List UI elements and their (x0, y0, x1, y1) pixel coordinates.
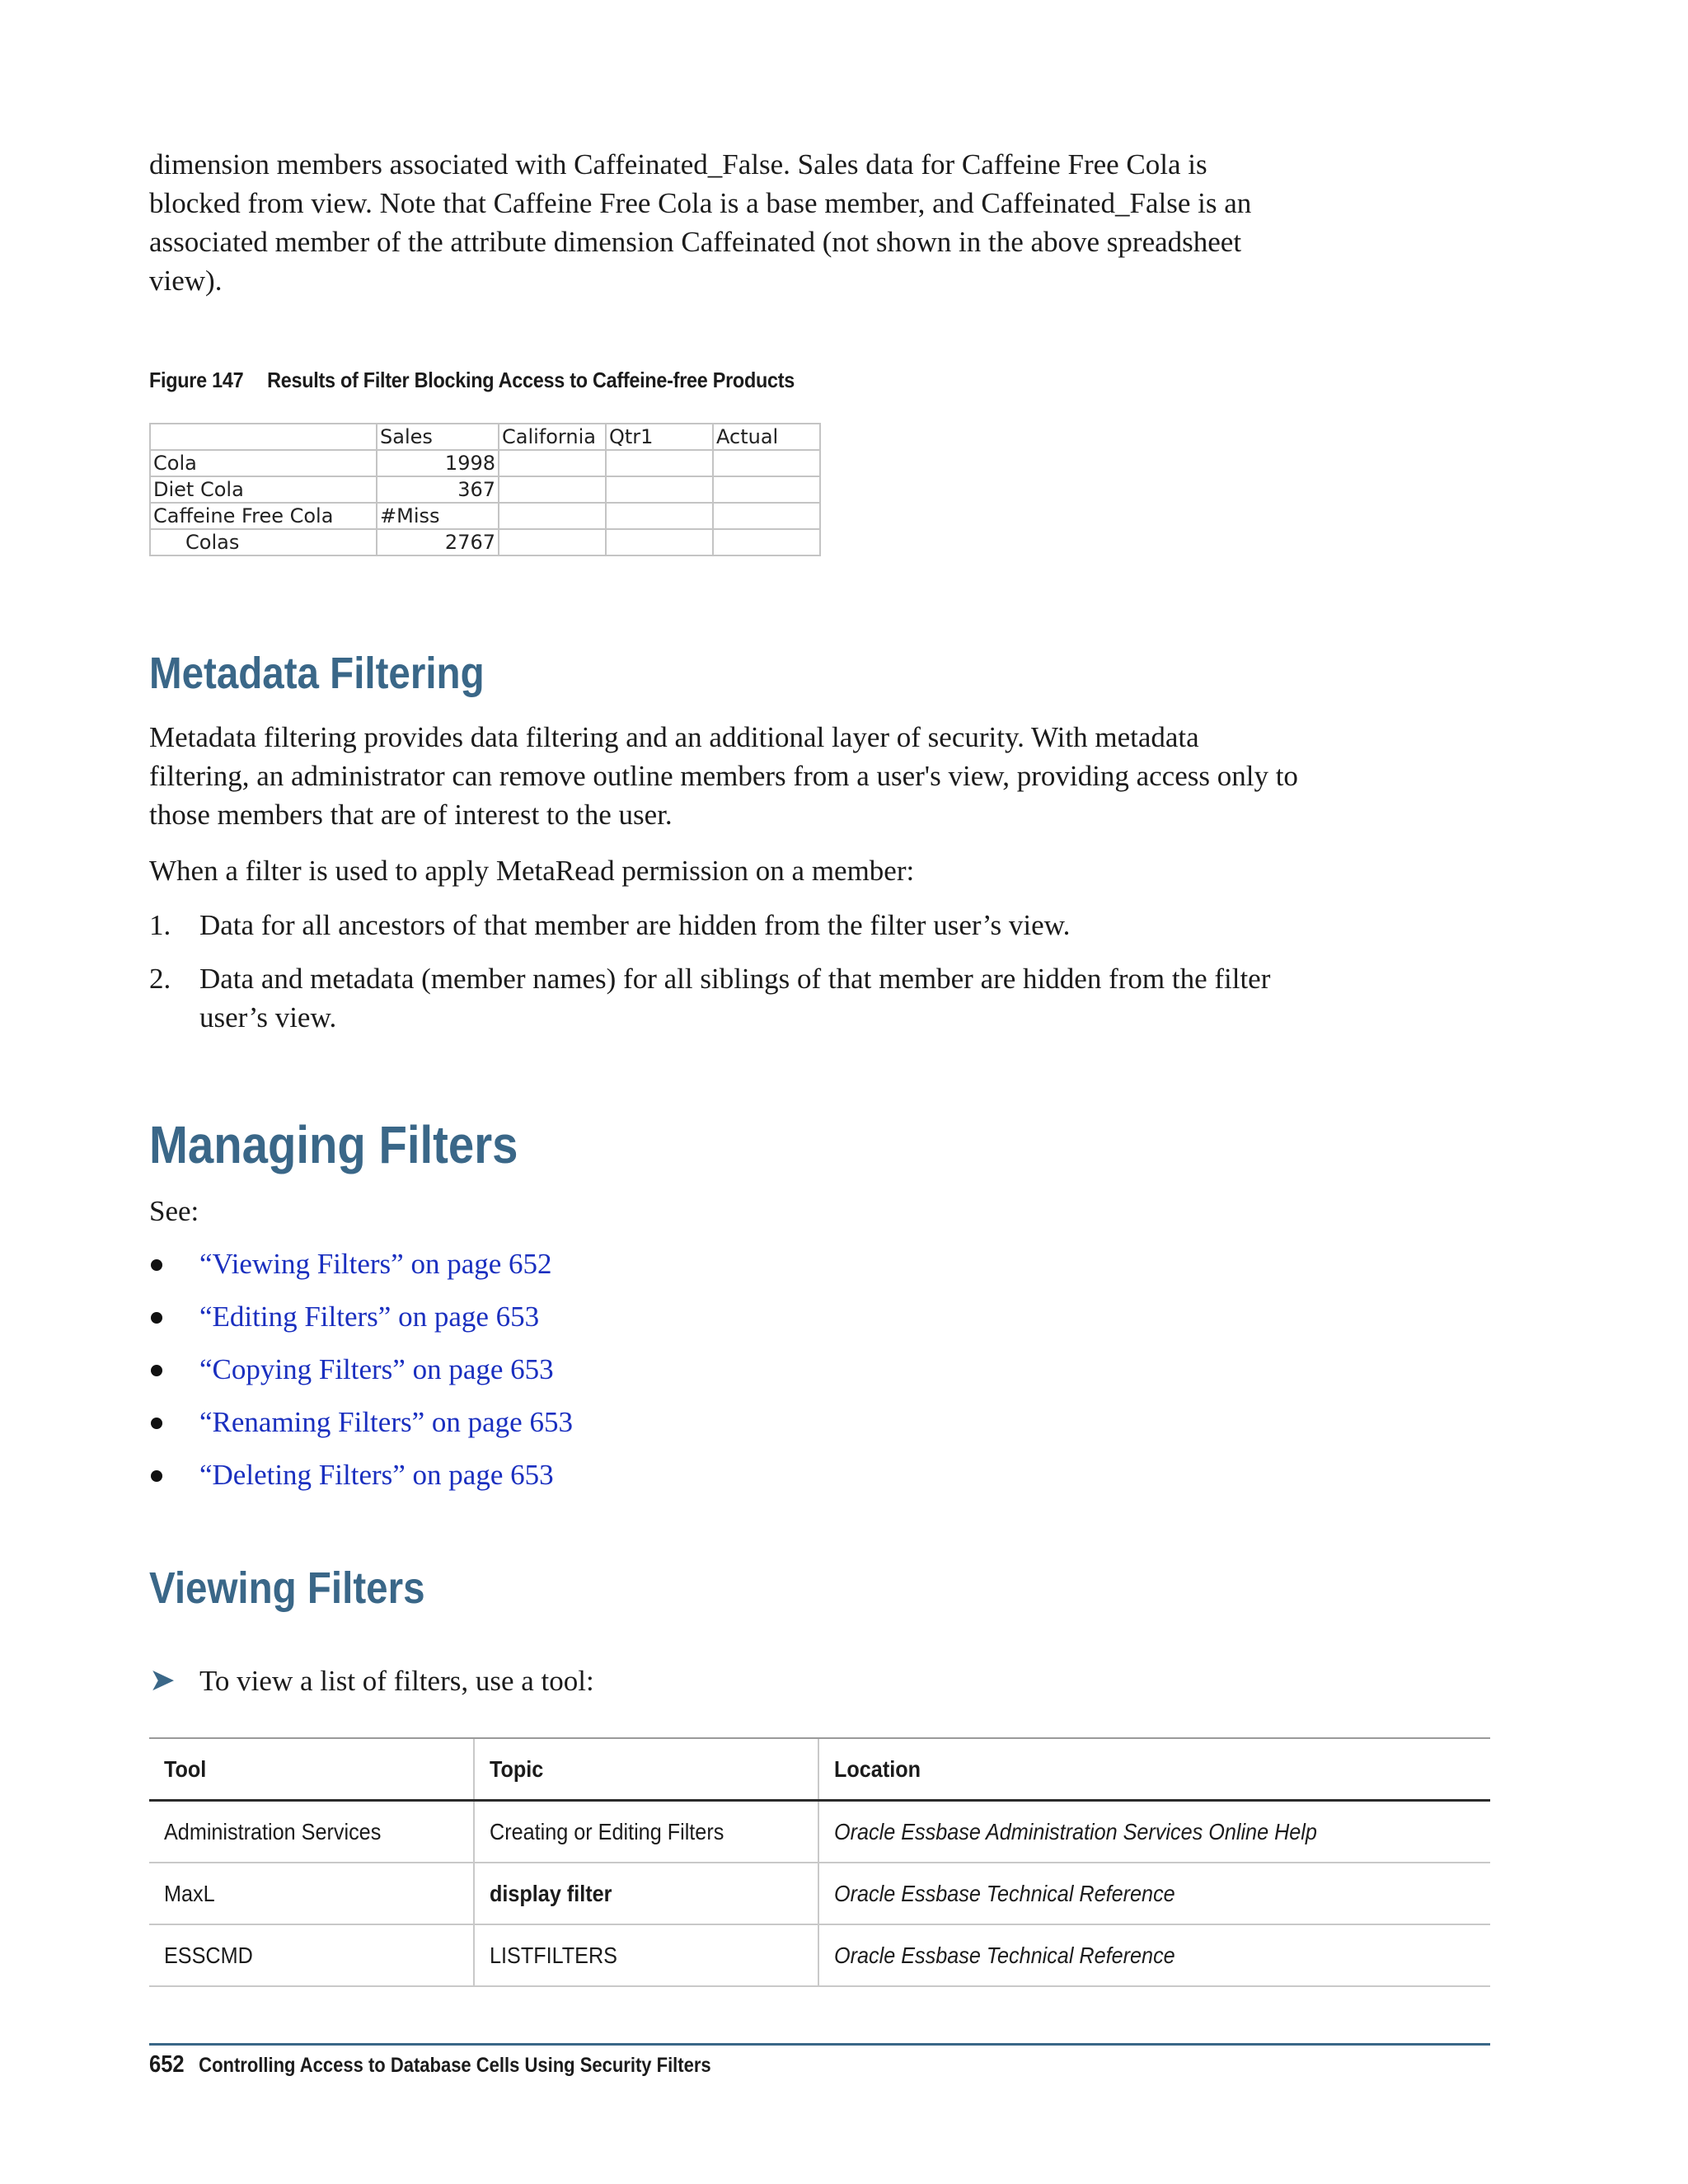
figure-caption (149, 368, 795, 393)
sheet-row-label: Colas (150, 529, 377, 555)
task-instruction (149, 1661, 594, 1700)
page-number: 652 (149, 2051, 185, 2078)
table-cell-tool: ESSCMD (149, 1924, 474, 1986)
footer-title: Controlling Access to Database Cells Using Security Filters (199, 2054, 711, 2077)
link-copying-filters[interactable]: “Copying Filters” on page 653 (199, 1353, 554, 1385)
sheet-empty-cell (606, 450, 713, 476)
sheet-row (150, 529, 820, 555)
table-cell-tool: Administration Services (149, 1801, 474, 1863)
viewing-filters-heading: Viewing Filters (149, 1563, 425, 1613)
table-cell-location: Oracle Essbase Technical Reference (818, 1924, 1490, 1986)
sheet-empty-cell (713, 503, 820, 529)
list-item (149, 1297, 573, 1350)
sheet-row-value: #Miss (377, 503, 499, 529)
list-item (149, 959, 1320, 1037)
related-links-list (149, 1244, 573, 1508)
managing-filters-heading: Managing Filters (149, 1115, 518, 1174)
link-viewing-filters[interactable]: “Viewing Filters” on page 652 (199, 1248, 552, 1280)
sheet-header-row (150, 424, 820, 450)
see-label: See: (149, 1195, 199, 1227)
table-cell-topic: display filter (474, 1863, 818, 1924)
document-page (149, 0, 1490, 2184)
sheet-row (150, 450, 820, 476)
sheet-header-cell: California (499, 424, 606, 450)
sheet-empty-cell (606, 529, 713, 555)
column-header-location: Location (818, 1738, 1490, 1801)
sheet-empty-cell (713, 529, 820, 555)
bullet-icon (151, 1365, 162, 1376)
bullet-icon (151, 1470, 162, 1482)
sheet-header-cell: Qtr1 (606, 424, 713, 450)
metaread-intro-paragraph: When a filter is used to apply MetaRead permission on a member: (149, 855, 915, 887)
table-cell-location: Oracle Essbase Technical Reference (818, 1863, 1490, 1924)
link-renaming-filters[interactable]: “Renaming Filters” on page 653 (199, 1406, 573, 1438)
sheet-empty-cell (499, 476, 606, 503)
figure-title: Results of Filter Blocking Access to Caffeine-free Products (267, 368, 795, 392)
sheet-empty-cell (713, 476, 820, 503)
list-item-number: 2. (149, 963, 171, 995)
link-deleting-filters[interactable]: “Deleting Filters” on page 653 (199, 1459, 554, 1491)
sheet-row-label: Caffeine Free Cola (150, 503, 377, 529)
intro-paragraph: dimension members associated with Caffeinated_False. Sales data for Caffeine Free Cola is blocked from view. Note that Caffeine Free Cola is a base member, and Caffeinated_False is an associated member of the attribute dimension Caffeinated (not shown in the above spreadsheet view). (149, 148, 1252, 297)
task-arrow-icon: ➤ (149, 1663, 176, 1698)
bullet-icon (151, 1418, 162, 1429)
sheet-row-label: Diet Cola (150, 476, 377, 503)
list-item-number: 1. (149, 909, 171, 941)
table-row (149, 1801, 1490, 1863)
sheet-row-label: Cola (150, 450, 377, 476)
sheet-header-cell: Sales (377, 424, 499, 450)
figure-number: Figure 147 (149, 368, 244, 392)
list-item (149, 1403, 573, 1455)
table-cell-location: Oracle Essbase Administration Services Online Help (818, 1801, 1490, 1863)
column-header-topic: Topic (474, 1738, 818, 1801)
sheet-row-value: 367 (377, 476, 499, 503)
sheet-empty-cell (499, 450, 606, 476)
table-header-row (149, 1738, 1490, 1801)
bullet-icon (151, 1312, 162, 1324)
tools-table (149, 1737, 1490, 1987)
table-row (149, 1863, 1490, 1924)
list-item-text: Data and metadata (member names) for all siblings of that member are hidden from the filter user’s view. (199, 963, 1271, 1033)
metadata-filtering-heading: Metadata Filtering (149, 649, 485, 698)
sheet-row (150, 476, 820, 503)
list-item (149, 906, 1320, 944)
bullet-icon (151, 1259, 162, 1271)
spreadsheet-figure (149, 423, 821, 556)
task-text: To view a list of filters, use a tool: (199, 1665, 594, 1697)
sheet-header-cell (150, 424, 377, 450)
link-editing-filters[interactable]: “Editing Filters” on page 653 (199, 1301, 540, 1333)
metadata-paragraph: Metadata filtering provides data filtering and an additional layer of security. With metadata filtering, an administrator can remove outline members from a user's view, providing access only to those members that are of interest to the user. (149, 721, 1298, 831)
footer-divider (149, 2043, 1490, 2046)
column-header-tool: Tool (149, 1738, 474, 1801)
table-cell-tool: MaxL (149, 1863, 474, 1924)
list-item (149, 1350, 573, 1403)
sheet-empty-cell (713, 450, 820, 476)
list-item (149, 1244, 573, 1297)
page-footer (149, 2051, 711, 2079)
table-cell-topic: Creating or Editing Filters (474, 1801, 818, 1863)
sheet-header-cell: Actual (713, 424, 820, 450)
table-cell-topic: LISTFILTERS (474, 1924, 818, 1986)
metaread-steps-list (149, 906, 1320, 1052)
sheet-row-value: 2767 (377, 529, 499, 555)
sheet-empty-cell (499, 529, 606, 555)
sheet-empty-cell (606, 503, 713, 529)
sheet-empty-cell (606, 476, 713, 503)
list-item-text: Data for all ancestors of that member are hidden from the filter user’s view. (199, 909, 1071, 941)
sheet-row-value: 1998 (377, 450, 499, 476)
sheet-empty-cell (499, 503, 606, 529)
table-row (149, 1924, 1490, 1986)
sheet-row (150, 503, 820, 529)
list-item (149, 1455, 573, 1508)
